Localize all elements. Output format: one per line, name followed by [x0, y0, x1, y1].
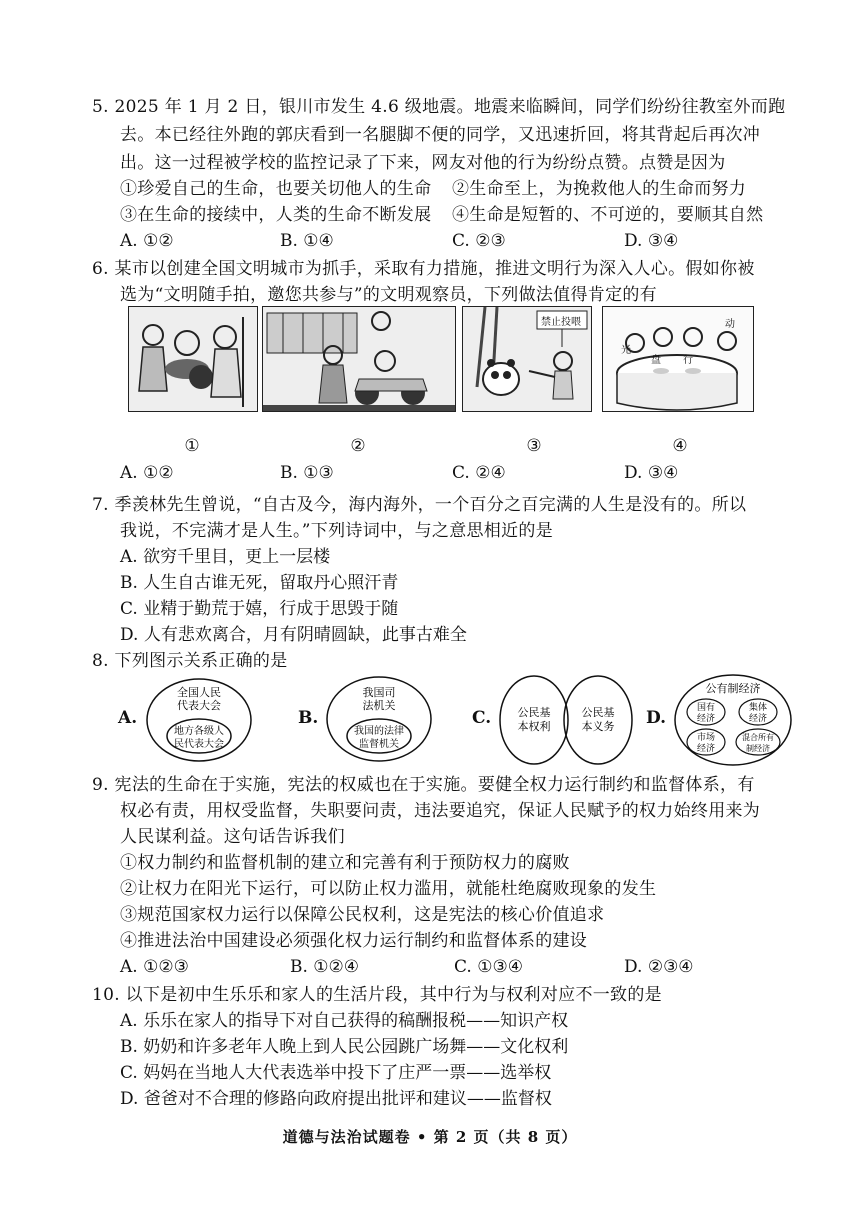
q9-statement-1: ①权力制约和监督机制的建立和完善有利于预防权力的腐败 [120, 853, 570, 873]
q5-line-2: 去。本已经往外跑的郭庆看到一名腿脚不便的同学，又迅速折回，将其背起后再次冲 [120, 125, 761, 145]
q6-picture-4 [602, 306, 754, 412]
q8-a-outer-2: 代表大会 [177, 699, 221, 712]
q7-option-c[interactable]: C. 业精于勤荒于嬉，行成于思毁于随 [120, 599, 399, 619]
q7-line-1: 7. 季羡林先生曾说，“自古及今，海内海外，一个百分之百完满的人生是没有的。所以 [92, 495, 747, 515]
q8-letter-a[interactable]: A. [118, 708, 138, 728]
q5-statement-4: ④生命是短暂的、不可逆的，要顺其自然 [452, 205, 764, 225]
q5-option-d[interactable]: D. ③④ [624, 231, 679, 251]
q9-option-c[interactable]: C. ①③④ [454, 957, 523, 977]
q8-c-left-2: 本权利 [517, 720, 551, 733]
q8-b-inner-1: 我国的法律 [354, 726, 404, 737]
q8-d-item1-1: 国有 [696, 703, 716, 713]
q8-letter-d[interactable]: D. [646, 708, 667, 728]
q10-option-b[interactable]: B. 奶奶和许多老年人晚上到人民公园跳广场舞——文化权利 [120, 1037, 569, 1057]
q10-option-a[interactable]: A. 乐乐在家人的指导下对自己获得的稿酬报税——知识产权 [120, 1011, 569, 1031]
q5-line-3: 出。这一过程被学校的监控记录了下来，网友对他的行为纷纷点赞。点赞是因为 [120, 153, 726, 173]
q9-line-1: 9. 宪法的生命在于实施，宪法的权威也在于实施。要健全权力运行制约和监督体系，有 [92, 775, 755, 795]
q9-option-d[interactable]: D. ②③④ [624, 957, 694, 977]
q8-c-right-2: 本义务 [581, 720, 615, 733]
q6-option-b[interactable]: B. ①③ [280, 463, 334, 483]
q8-diagram-d [672, 672, 794, 768]
q6-caption-1: ① [184, 436, 200, 456]
q8-letter-c[interactable]: C. [472, 708, 492, 728]
q8-a-outer-1: 全国人民 [177, 686, 221, 699]
q6-option-d[interactable]: D. ③④ [624, 463, 679, 483]
q7-option-b[interactable]: B. 人生自古谁无死，留取丹心照汗青 [120, 573, 399, 593]
q8-line: 8. 下列图示关系正确的是 [92, 651, 288, 671]
q8-b-outer-1: 我国司 [362, 686, 396, 699]
q6-line-1: 6. 某市以创建全国文明城市为抓手，采取有力措施，推进文明行为深入人心。假如你被 [92, 259, 755, 279]
q8-d-item3-2: 经济 [696, 744, 716, 754]
q9-option-a[interactable]: A. ①②③ [120, 957, 189, 977]
q5-option-b[interactable]: B. ①④ [280, 231, 334, 251]
q5-statement-3: ③在生命的接续中，人类的生命不断发展 [120, 205, 432, 225]
q8-diagram-b [324, 674, 434, 764]
q6-bubble-2: 盘 [651, 355, 661, 366]
q10-line: 10. 以下是初中生乐乐和家人的生活片段，其中行为与权利对应不一致的是 [92, 985, 662, 1005]
page-footer: 道德与法治试题卷 • 第 2 页（共 8 页） [282, 1128, 578, 1146]
q9-line-2: 权必有责，用权受监督，失职要问责，违法要追究，保证人民赋予的权力始终用来为 [120, 801, 761, 821]
q8-d-item4-1: 混合所有 [742, 733, 774, 742]
q5-option-a[interactable]: A. ①② [120, 231, 174, 251]
q8-d-item3-1: 市场 [696, 733, 716, 743]
q8-diagram-c [496, 672, 636, 768]
q8-a-inner-1: 地方各级人 [174, 726, 224, 737]
q9-line-3: 人民谋利益。这句话告诉我们 [120, 827, 345, 847]
q8-d-item2-2: 经济 [748, 714, 768, 724]
q8-d-item2-1: 集体 [748, 703, 768, 713]
q6-option-a[interactable]: A. ①② [120, 463, 174, 483]
q6-bubble-1: 光 [621, 345, 631, 356]
q8-d-item1-2: 经济 [696, 714, 716, 724]
q6-sign-text: 禁止投喂 [541, 317, 581, 328]
q8-letter-b[interactable]: B. [298, 708, 319, 728]
q8-a-inner-2: 民代表大会 [174, 739, 224, 750]
q5-line-1: 5. 2025 年 1 月 2 日，银川市发生 4.6 级地震。地震来临瞬间，同学们纷纷往教室外而跑 [92, 97, 786, 117]
q9-statement-2: ②让权力在阳光下运行，可以防止权力滥用，就能杜绝腐败现象的发生 [120, 879, 657, 899]
q9-statement-3: ③规范国家权力运行以保障公民权利，这是宪法的核心价值追求 [120, 905, 605, 925]
q6-picture-3 [462, 306, 592, 412]
q5-statement-1: ①珍爱自己的生命，也要关切他人的生命 [120, 179, 432, 199]
q10-option-c[interactable]: C. 妈妈在当地人大代表选举中投下了庄严一票——选举权 [120, 1063, 552, 1083]
q5-statement-2: ②生命至上，为挽救他人的生命而努力 [452, 179, 747, 199]
q7-line-2: 我说，不完满才是人生。”下列诗词中，与之意思相近的是 [120, 521, 553, 541]
q6-bubble-4: 动 [725, 319, 735, 330]
q7-option-a[interactable]: A. 欲穷千里目，更上一层楼 [120, 547, 331, 567]
q8-c-right-1: 公民基 [581, 706, 615, 719]
q6-picture-1 [128, 306, 258, 412]
q8-c-left-1: 公民基 [517, 706, 551, 719]
q10-option-d[interactable]: D. 爸爸对不合理的修路向政府提出批评和建议——监督权 [120, 1089, 552, 1109]
q8-d-item4-2: 制经济 [746, 744, 770, 753]
q6-caption-4: ④ [672, 436, 688, 456]
q6-picture-2 [262, 306, 456, 412]
q8-d-outer: 公有制经济 [705, 682, 761, 695]
q8-b-inner-2: 监督机关 [359, 739, 399, 750]
q6-line-2: 选为“文明随手拍，邀您共参与”的文明观察员，下列做法值得肯定的有 [120, 285, 657, 305]
q8-b-outer-2: 法机关 [362, 699, 396, 712]
q5-option-c[interactable]: C. ②③ [452, 231, 506, 251]
q7-option-d[interactable]: D. 人有悲欢离合，月有阴晴圆缺，此事古难全 [120, 625, 467, 645]
q9-option-b[interactable]: B. ①②④ [290, 957, 360, 977]
q6-bubble-3: 行 [683, 355, 693, 366]
q9-statement-4: ④推进法治中国建设必须强化权力运行制约和监督体系的建设 [120, 931, 588, 951]
q8-diagram-a [144, 676, 254, 764]
q6-option-c[interactable]: C. ②④ [452, 463, 506, 483]
q6-caption-3: ③ [526, 436, 542, 456]
q6-caption-2: ② [350, 436, 366, 456]
